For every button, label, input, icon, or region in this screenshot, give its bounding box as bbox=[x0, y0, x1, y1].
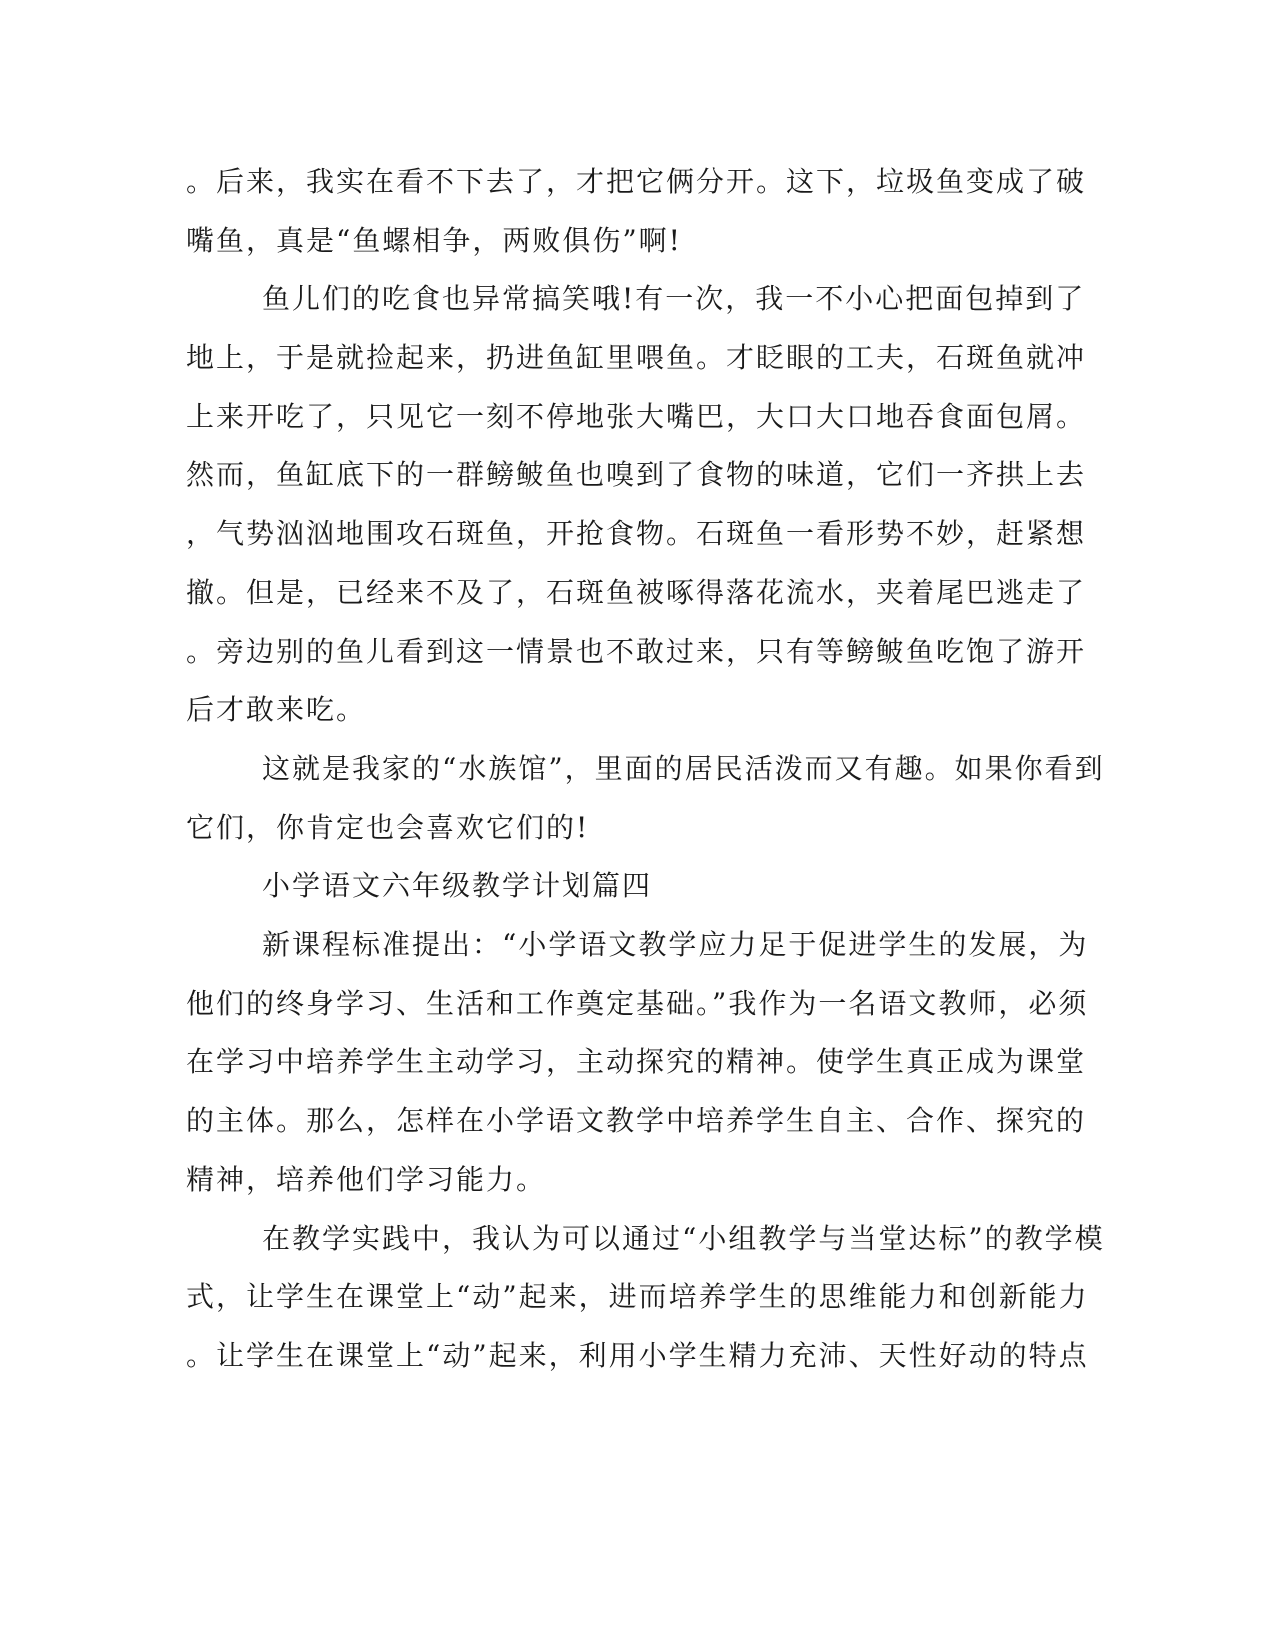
text-line: 精神，培养他们学习能力。 bbox=[186, 1163, 547, 1196]
paragraph-first-line: 这就是我家的“水族馆”，里面的居民活泼而又有趣。如果你看到 bbox=[262, 752, 1105, 785]
paragraph-first-line: 在教学实践中，我认为可以通过“小组教学与当堂达标”的教学模 bbox=[262, 1222, 1105, 1255]
text-line: 。旁边别的鱼儿看到这一情景也不敢过来，只有等鳑鲏鱼吃饱了游开 bbox=[186, 635, 1087, 668]
text-line: 。后来，我实在看不下去了，才把它俩分开。这下，垃圾鱼变成了破 bbox=[186, 165, 1087, 198]
text-line: 。让学生在课堂上“动”起来，利用小学生精力充沛、天性好动的特点 bbox=[186, 1339, 1089, 1372]
paragraph-first-line: 鱼儿们的吃食也异常搞笑哦!有一次，我一不小心把面包掉到了 bbox=[262, 282, 1086, 315]
text-line: 撤。但是，已经来不及了，石斑鱼被啄得落花流水，夹着尾巴逃走了 bbox=[186, 576, 1087, 609]
text-line: 后才敢来吃。 bbox=[186, 693, 367, 726]
text-line: 地上，于是就捡起来，扔进鱼缸里喂鱼。才眨眼的工夫，石斑鱼就冲 bbox=[186, 341, 1087, 374]
text-line: 嘴鱼，真是“鱼螺相争，两败俱伤”啊! bbox=[186, 224, 682, 257]
text-line: ，气势汹汹地围攻石斑鱼，开抢食物。石斑鱼一看形势不妙，赶紧想 bbox=[186, 517, 1087, 550]
section-heading: 小学语文六年级教学计划篇四 bbox=[262, 869, 653, 902]
text-line: 在学习中培养学生主动学习，主动探究的精神。使学生真正成为课堂 bbox=[186, 1045, 1087, 1078]
paragraph-first-line: 新课程标准提出：“小学语文教学应力足于促进学生的发展，为 bbox=[262, 928, 1089, 961]
text-line: 的主体。那么，怎样在小学语文教学中培养学生自主、合作、探究的 bbox=[186, 1104, 1087, 1137]
text-line: 它们，你肯定也会喜欢它们的! bbox=[186, 811, 590, 844]
text-line: 上来开吃了，只见它一刻不停地张大嘴巴，大口大口地吞食面包屑。 bbox=[186, 400, 1087, 433]
text-line: 他们的终身学习、生活和工作奠定基础。”我作为一名语文教师，必须 bbox=[186, 987, 1089, 1020]
text-line: 然而，鱼缸底下的一群鳑鲏鱼也嗅到了食物的味道，它们一齐拱上去 bbox=[186, 458, 1087, 491]
text-line: 式，让学生在课堂上“动”起来，进而培养学生的思维能力和创新能力 bbox=[186, 1280, 1089, 1313]
